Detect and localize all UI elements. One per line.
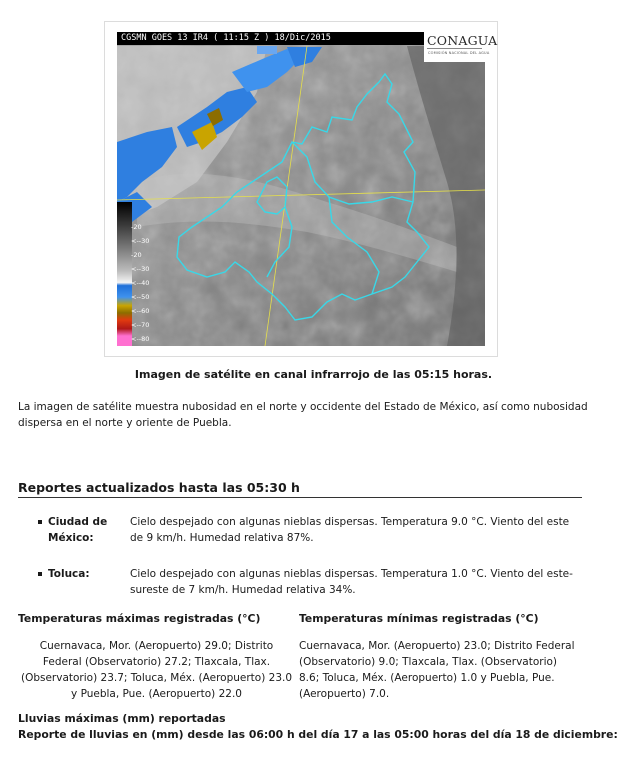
report-place: Ciudad de México: (48, 516, 108, 544)
logo-divider (427, 48, 482, 49)
bullet-icon (38, 572, 42, 576)
scale-label: <--60 (131, 307, 150, 315)
description-paragraph: La imagen de satélite muestra nubosidad en el norte y occidente del Estado de México, así como nubosidad dispersa en el norte y oriente de Puebla. (18, 401, 588, 429)
scale-label: <--40 (131, 279, 150, 287)
scale-label: <--70 (131, 321, 150, 329)
satellite-image-frame (104, 21, 498, 357)
image-caption: Imagen de satélite en canal infrarrojo de las 05:15 horas. (134, 368, 493, 381)
min-temp-text: Cuernavaca, Mor. (Aeropuerto) 23.0; Distrito Federal (Observatorio) 9.0; Tlaxcala, Tlax. (Observatorio) 8.6; Toluca, Méx. (Aeropuerto) 1.0 y Puebla, Pue. (Aeropuerto) 7.0. (299, 640, 575, 700)
scale-label: -20 (131, 251, 142, 259)
satellite-image (117, 32, 498, 346)
scale-label: <--50 (131, 293, 150, 301)
max-temp-text: Cuernavaca, Mor. (Aeropuerto) 29.0; Distrito Federal (Observatorio) 27.2; Tlaxcala, Tlax. (Observatorio) 23.7; Toluca, Méx. (Aeropuerto) 23.0 y Puebla, Pue. (Aeropuerto) 22.0 (20, 640, 293, 700)
min-temp-title: Temperaturas mínimas registradas (°C) (299, 612, 539, 625)
satellite-map (117, 32, 485, 346)
scale-label: <--30 (131, 265, 150, 273)
reports-title: Reportes actualizados hasta las 05:30 h (18, 480, 300, 495)
report-text: Cielo despejado con algunas nieblas dispersas. Temperatura 9.0 °C. Viento del este de 9 km/h. Humedad relativa 87%. (130, 516, 570, 544)
rain-subtitle: Reporte de lluvias en (mm) desde las 06:00 h del día 17 a las 05:00 horas del día 18 de diciembre: (18, 728, 618, 741)
satellite-header: CGSMN GOES 13 IR4 ( 11:15 Z ) 18/Dic/2015 (117, 32, 424, 45)
scale-label: <--80 (131, 335, 150, 343)
logo-text: CONAGUA (427, 33, 498, 48)
logo-subtext: COMISIÓN NACIONAL DEL AGUA (428, 51, 490, 55)
section-divider (18, 497, 582, 498)
conagua-logo (424, 32, 498, 62)
scale-label: <--30 (131, 237, 150, 245)
scale-label: -20 (131, 223, 142, 231)
report-place: Toluca: (48, 568, 90, 580)
max-temp-title: Temperaturas máximas registradas (°C) (18, 612, 261, 625)
bullet-icon (38, 520, 42, 524)
report-text: Cielo despejado con algunas nieblas dispersas. Temperatura 1.0 °C. Viento del este-sureste de 7 km/h. Humedad relativa 34%. (130, 568, 573, 596)
temperature-scale (117, 202, 150, 346)
rain-title: Lluvias máximas (mm) reportadas (18, 712, 226, 725)
scale-bar (117, 202, 132, 346)
